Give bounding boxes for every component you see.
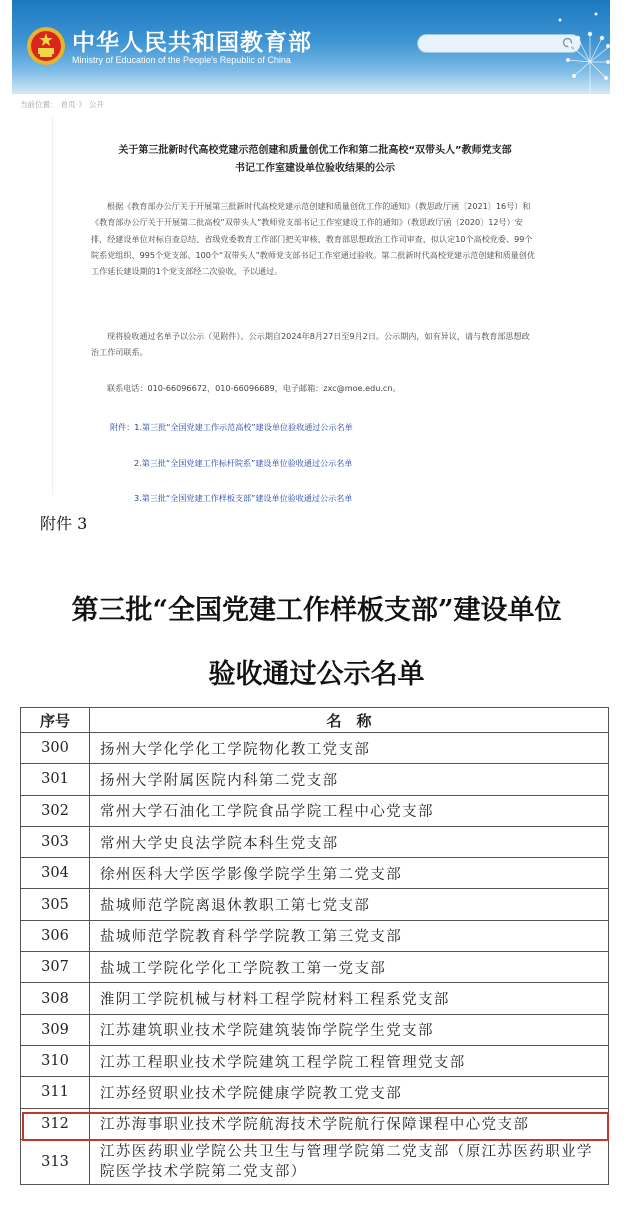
- header-number: 序号: [21, 708, 90, 733]
- row-name: 盐城工学院化学化工学院教工第一党支部: [90, 952, 609, 983]
- row-number: 300: [21, 733, 90, 764]
- article-paragraph-1: [91, 198, 537, 279]
- dandelion-decoration-icon: [540, 0, 610, 94]
- row-name: 扬州大学附属医院内科第二党支部: [90, 764, 609, 795]
- paragraph-2-text: 现将验收通过名单予以公示（见附件）。公示期自2024年8月27日至9月2日。公示期内，如有异议，请与教育部思想政治工作司联系。: [91, 331, 530, 358]
- row-name: 扬州大学化学化工学院物化教工党支部: [90, 733, 609, 764]
- paragraph-1-text: 根据《教育部办公厅关于开展第三批新时代高校党建示范创建和质量创优工作的通知》（教思政厅函〔2021〕16号）和《教育部办公厅关于开展第二批高校“双带头人”教师党支部书记工作室建设工作的通知》（教思政厅函〔2020〕12号）安排，经建设单位对标自查总结、省级党委教育工作部门把关审核、教育部思想政治工作司审查，拟认定10个高校党委、99个院系党组织、995个党支部、100个“双带头人”教师党支部书记工作室通过验收。第二批新时代高校党建示范创建和质量创优工作延长建设期的1个党支部经二次验收，予以通过。: [91, 201, 535, 277]
- row-name: 盐城师范学院离退休教职工第七党支部: [90, 889, 609, 920]
- site-header: [12, 0, 610, 94]
- breadcrumb-separator: 》: [78, 100, 86, 109]
- row-number: 301: [21, 764, 90, 795]
- table-row: [21, 983, 609, 1014]
- breadcrumb-current[interactable]: 公开: [89, 100, 104, 109]
- article-title: [53, 142, 577, 178]
- row-name: 江苏医药职业学院公共卫生与管理学院第二党支部（原江苏医药职业学院医学技术学院第二党支部）: [90, 1139, 609, 1184]
- table-row: [21, 826, 609, 857]
- attachment-link-row-3: [134, 491, 604, 505]
- breadcrumb-label: 当前位置：: [20, 100, 58, 109]
- row-number: 312: [21, 1108, 90, 1139]
- row-name: 盐城师范学院教育科学学院教工第三党支部: [90, 920, 609, 951]
- table-row: [21, 764, 609, 795]
- breadcrumb-home[interactable]: 首页: [60, 100, 76, 109]
- table-row: [21, 1045, 609, 1076]
- site-body: [12, 94, 610, 503]
- breadcrumb: [20, 99, 107, 110]
- website-screenshot: [12, 0, 610, 503]
- row-name: 徐州医科大学医学影像学院学生第二党支部: [90, 858, 609, 889]
- row-number: 304: [21, 858, 90, 889]
- table-row: [21, 920, 609, 951]
- contact-text: 联系电话：010-66096672，010-66096689，电子邮箱：zxc@moe.edu.cn。: [107, 383, 401, 393]
- attachments-label: 附件：: [110, 422, 135, 432]
- table-row-highlighted: [21, 1108, 609, 1139]
- attachment-link-2[interactable]: 2.第三批“全国党建工作标杆院系”建设单位验收通过公示名单: [134, 458, 353, 468]
- table-row: [21, 952, 609, 983]
- article: [52, 116, 583, 503]
- attachment-link-row-2: [134, 456, 604, 470]
- document-title-line1: 第三批“全国党建工作样板支部”建设单位: [71, 595, 562, 626]
- row-name: 常州大学史良法学院本科生党支部: [90, 826, 609, 857]
- site-subtitle: Ministry of Education of the People's Republic of China: [72, 55, 291, 65]
- table-row: [21, 858, 609, 889]
- attachment-link-row-1: [94, 420, 564, 434]
- national-emblem-icon: [26, 26, 66, 66]
- row-number: 307: [21, 952, 90, 983]
- table-row: [21, 1014, 609, 1045]
- attachment-link-1[interactable]: 1.第三批“全国党建工作示范高校”建设单位验收通过公示名单: [134, 422, 353, 432]
- site-title: 中华人民共和国教育部: [72, 30, 312, 56]
- table-row: [21, 733, 609, 764]
- row-name: 江苏海事职业技术学院航海技术学院航行保障课程中心党支部: [90, 1108, 609, 1139]
- row-number: 302: [21, 795, 90, 826]
- row-name: 常州大学石油化工学院食品学院工程中心党支部: [90, 795, 609, 826]
- row-name: 江苏经贸职业技术学院健康学院教工党支部: [90, 1077, 609, 1108]
- row-number: 309: [21, 1014, 90, 1045]
- row-name: 淮阴工学院机械与材料工程学院材料工程系党支部: [90, 983, 609, 1014]
- row-number: 311: [21, 1077, 90, 1108]
- row-name: 江苏工程职业技术学院建筑工程学院工程管理党支部: [90, 1045, 609, 1076]
- table-row: [21, 1077, 609, 1108]
- article-paragraph-2: [91, 328, 537, 361]
- row-number: 308: [21, 983, 90, 1014]
- table-row: [21, 795, 609, 826]
- row-number: 310: [21, 1045, 90, 1076]
- row-name: 江苏建筑职业技术学院建筑装饰学院学生党支部: [90, 1014, 609, 1045]
- attachment-link-3[interactable]: 3.第三批“全国党建工作样板支部”建设单位验收通过公示名单: [134, 493, 353, 503]
- article-title-line2: 书记工作室建设单位验收结果的公示: [235, 163, 395, 174]
- row-number: 303: [21, 826, 90, 857]
- article-title-line1: 关于第三批新时代高校党建示范创建和质量创优工作和第二批高校“双带头人”教师党支部: [118, 145, 512, 156]
- row-number: 313: [21, 1139, 90, 1184]
- article-contact: [91, 380, 537, 396]
- table-row: [21, 1139, 609, 1184]
- header-name: 名 称: [90, 708, 609, 733]
- row-number: 306: [21, 920, 90, 951]
- table-header-row: [21, 708, 609, 733]
- attachment-number: 附件 3: [40, 514, 88, 533]
- document-title-line2: 验收通过公示名单: [208, 659, 425, 690]
- branch-list-table: [20, 707, 609, 1185]
- table-row: [21, 889, 609, 920]
- row-number: 305: [21, 889, 90, 920]
